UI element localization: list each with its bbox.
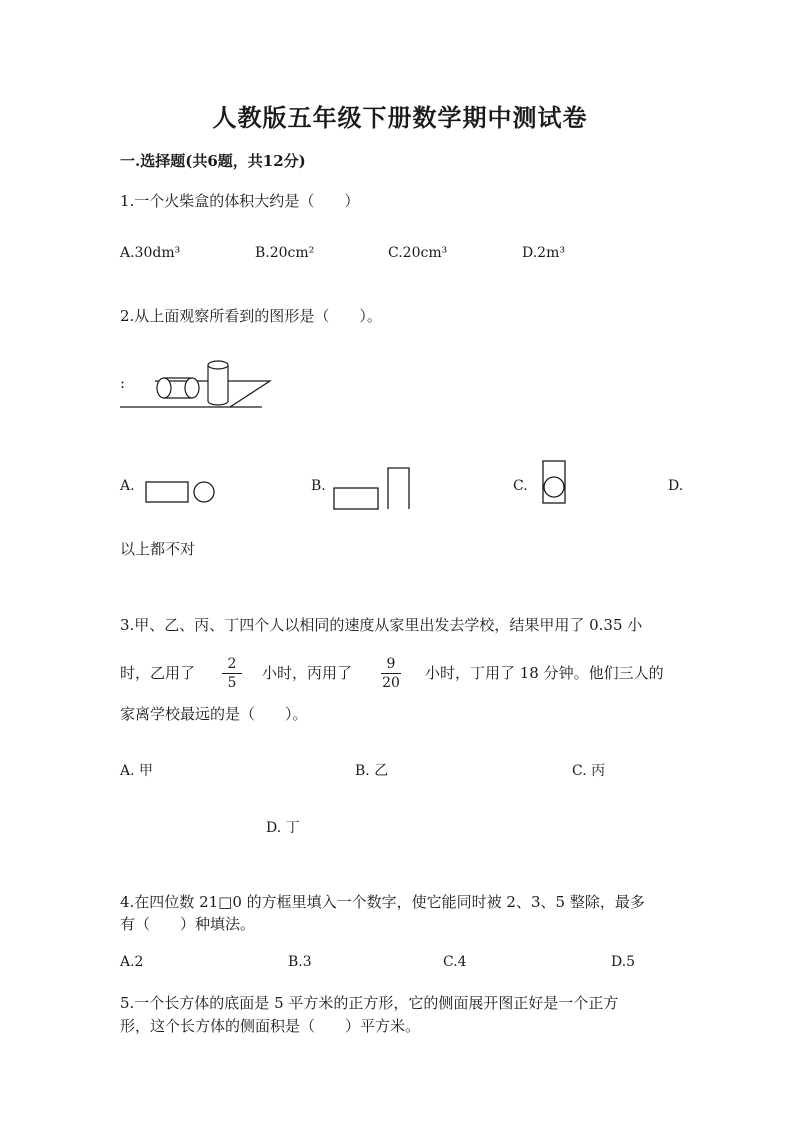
question-5-line-2: 形，这个长方体的侧面积是（ ）平方米。 bbox=[120, 1017, 421, 1035]
question-4-line-1: 4.在四位数 21□0 的方框里填入一个数字，使它能同时被 2、3、5 整除，最多 bbox=[120, 893, 645, 911]
question-1-option-c[interactable]: C.20cm³ bbox=[388, 245, 448, 261]
question-3-line-2c: 小时，丁用了 18 分钟。他们三人的 bbox=[425, 664, 664, 682]
page-title: 人教版五年级下册数学期中测试卷 bbox=[212, 103, 588, 132]
question-3-option-d[interactable]: D. 丁 bbox=[266, 820, 300, 836]
question-3-line-2b: 小时，丙用了 bbox=[262, 664, 353, 682]
question-1-option-d[interactable]: D.2m³ bbox=[522, 245, 565, 261]
fraction-nine-twentieths bbox=[381, 656, 401, 691]
fraction-bar bbox=[381, 673, 401, 674]
option-c-circle-in-rectangle-figure bbox=[542, 460, 568, 506]
question-2-option-a[interactable]: A. bbox=[120, 478, 135, 494]
question-4-option-d[interactable]: D.5 bbox=[611, 954, 636, 970]
question-3-option-c[interactable]: C. 丙 bbox=[572, 763, 606, 779]
fraction-numerator: 9 bbox=[386, 656, 396, 672]
question-5-line-1: 5.一个长方体的底面是 5 平方米的正方形，它的侧面展开图正好是一个正方 bbox=[120, 994, 619, 1012]
section-heading: 一.选择题(共6题，共12分) bbox=[120, 152, 306, 170]
question-2-stem: 2.从上面观察所看到的图形是（ ）。 bbox=[120, 307, 382, 325]
question-2-option-d[interactable]: D. bbox=[668, 478, 684, 494]
option-b-rectangle-arch-figure bbox=[333, 466, 413, 512]
fraction-bar bbox=[222, 673, 242, 674]
question-3-line-2a: 时，乙用了 bbox=[120, 664, 196, 682]
fraction-denominator: 5 bbox=[227, 675, 237, 691]
question-3-line-3: 家离学校最远的是（ ）。 bbox=[120, 705, 308, 723]
question-4-line-2: 有（ ）种填法。 bbox=[120, 915, 256, 933]
question-4-option-b[interactable]: B.3 bbox=[288, 954, 312, 970]
option-a-rectangle-circle-figure bbox=[145, 478, 217, 506]
question-1-stem: 1.一个火柴盒的体积大约是（ ） bbox=[120, 192, 360, 210]
question-2-option-d-text: 以上都不对 bbox=[120, 540, 196, 558]
question-3-option-a[interactable]: A. 甲 bbox=[120, 763, 154, 779]
question-1-option-b[interactable]: B.20cm² bbox=[255, 245, 315, 261]
question-1-option-a[interactable]: A.30dm³ bbox=[120, 245, 181, 261]
question-2-figure-label: : bbox=[120, 374, 126, 392]
question-2-3d-figure bbox=[120, 355, 280, 415]
question-2-option-c[interactable]: C. bbox=[513, 478, 528, 494]
fraction-numerator: 2 bbox=[227, 656, 237, 672]
fraction-two-fifths bbox=[222, 656, 242, 691]
question-2-option-b[interactable]: B. bbox=[311, 478, 326, 494]
question-4-option-c[interactable]: C.4 bbox=[443, 954, 467, 970]
question-3-line-1: 3.甲、乙、丙、丁四个人以相同的速度从家里出发去学校，结果甲用了 0.35 小 bbox=[120, 616, 643, 634]
question-4-option-a[interactable]: A.2 bbox=[120, 954, 144, 970]
fraction-denominator: 20 bbox=[382, 675, 400, 691]
question-3-option-b[interactable]: B. 乙 bbox=[355, 763, 389, 779]
